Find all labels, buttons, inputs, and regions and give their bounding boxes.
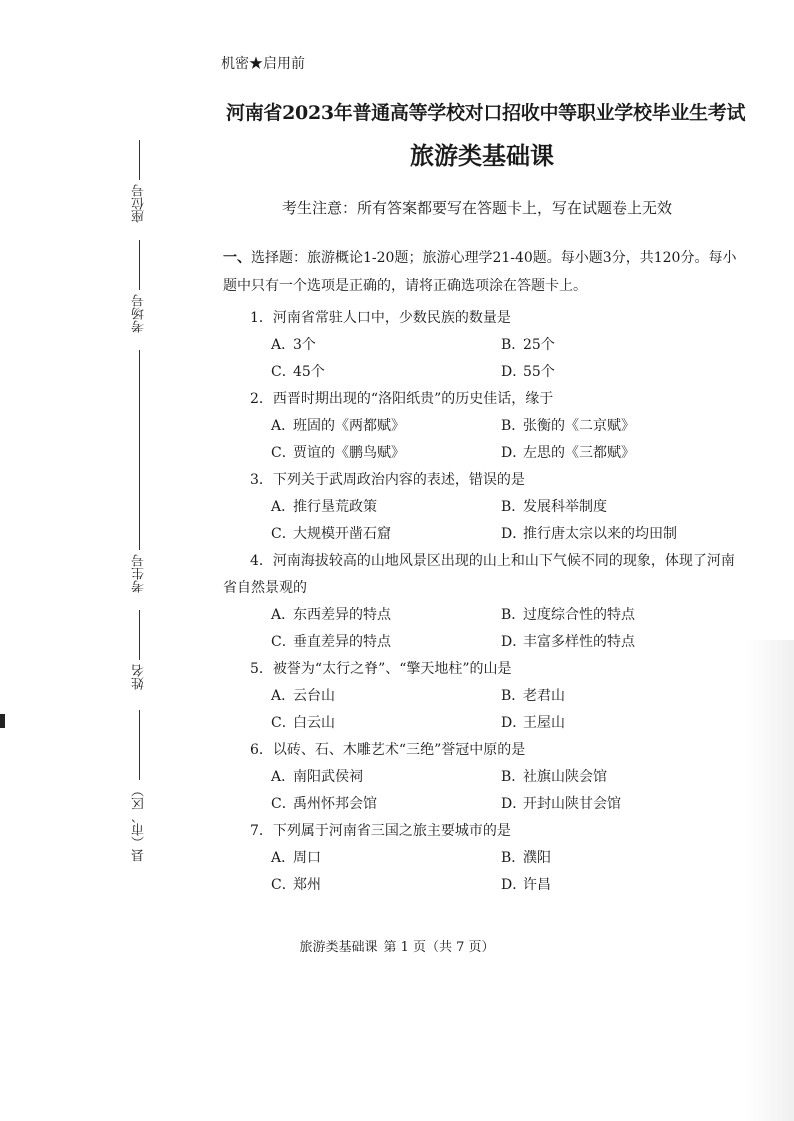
- option-b: B．过度综合性的特点: [501, 607, 635, 623]
- option-a: A．3个: [271, 337, 316, 353]
- option-b: B．发展科举制度: [501, 499, 607, 515]
- option-c: C．贾谊的《鹏鸟赋》: [271, 445, 405, 461]
- section-text: 选择题：旅游概论1-20题；旅游心理学21-40题。每小题3分，共120分。每小题中只有一个选项是正确的，请将正确选项涂在答题卡上。: [223, 250, 737, 294]
- option-d: D．王屋山: [501, 715, 565, 731]
- option-b: B．老君山: [501, 688, 565, 704]
- question-stem: 3．下列关于武周政治内容的表述，错误的是: [250, 472, 525, 488]
- scan-shadow: [746, 640, 794, 1121]
- question-6: [223, 737, 743, 818]
- question-options: [223, 332, 743, 386]
- option-a: A．周口: [271, 850, 321, 866]
- question-stem: 4．河南海拔较高的山地风景区出现的山上和山下气候不同的现象，体现了河南省自然景观的: [223, 553, 735, 596]
- option-c: C．垂直差异的特点: [271, 634, 391, 650]
- binding-margin: [120, 140, 160, 880]
- section-instructions: [223, 244, 743, 300]
- option-d: D．推行唐太宗以来的均田制: [501, 526, 677, 542]
- exam-title: 河南省2023年普通高等学校对口招收中等职业学校毕业生考试: [226, 102, 746, 124]
- scan-edge-mark: [0, 714, 5, 728]
- binding-label-name: 姓名: [132, 664, 147, 690]
- footer-page-number: 第 1 页（共 7 页）: [383, 940, 495, 955]
- question-2: [223, 386, 743, 467]
- question-stem: 5．被誉为“太行之脊”、“擎天地柱”的山是: [250, 661, 512, 677]
- option-d: D．许昌: [501, 877, 551, 893]
- option-b: B．社旗山陕会馆: [501, 769, 607, 785]
- option-a: A．班固的《两都赋》: [271, 418, 405, 434]
- binding-label-county: 县（市、区）: [132, 784, 147, 862]
- option-d: D．左思的《三都赋》: [501, 445, 635, 461]
- option-d: D．丰富多样性的特点: [501, 634, 635, 650]
- binding-label-seat: 座位号: [132, 184, 147, 223]
- page-footer: [0, 936, 794, 955]
- option-b: B．张衡的《二京赋》: [501, 418, 635, 434]
- option-a: A．云台山: [271, 688, 335, 704]
- binding-line-room: [139, 240, 140, 290]
- footer-subject: 旅游类基础课: [299, 940, 378, 955]
- option-a: A．东西差异的特点: [271, 607, 391, 623]
- binding-line-name: [139, 610, 140, 660]
- option-d: D．开封山陕甘会馆: [501, 796, 621, 812]
- question-options: [223, 494, 743, 548]
- question-list: [223, 305, 743, 899]
- question-3: [223, 467, 743, 548]
- question-options: [223, 845, 743, 899]
- binding-label-room: 考场号: [132, 294, 147, 333]
- option-d: D．55个: [501, 364, 555, 380]
- question-5: [223, 656, 743, 737]
- option-a: A．南阳武侯祠: [271, 769, 363, 785]
- question-stem: 7．下列属于河南省三国之旅主要城市的是: [250, 823, 511, 839]
- question-7: [223, 818, 743, 899]
- binding-line-county: [139, 710, 140, 780]
- question-options: [223, 764, 743, 818]
- subject-title: 旅游类基础课: [410, 141, 554, 170]
- option-c: C．大规模开凿石窟: [271, 526, 391, 542]
- question-stem: 1．河南省常驻人口中，少数民族的数量是: [250, 310, 511, 326]
- option-c: C．禹州怀邦会馆: [271, 796, 377, 812]
- option-b: B．25个: [501, 337, 555, 353]
- binding-line-examinee: [139, 350, 140, 550]
- option-c: C．郑州: [271, 877, 321, 893]
- binding-label-examinee: 考生号: [132, 554, 147, 593]
- question-stem: 2．西晋时期出现的“洛阳纸贵”的历史佳话，缘于: [250, 391, 554, 407]
- option-a: A．推行垦荒政策: [271, 499, 377, 515]
- option-c: C．白云山: [271, 715, 335, 731]
- option-c: C．45个: [271, 364, 325, 380]
- option-b: B．濮阳: [501, 850, 551, 866]
- examinee-notice: 考生注意：所有答案都要写在答题卡上，写在试题卷上无效: [282, 199, 673, 217]
- question-4: [223, 548, 743, 656]
- question-options: [223, 413, 743, 467]
- question-options: [223, 602, 743, 656]
- question-1: [223, 305, 743, 386]
- question-stem: 6．以砖、石、木雕艺术“三绝”誉冠中原的是: [250, 742, 526, 758]
- section-number: 一、: [223, 250, 251, 266]
- confidential-mark: 机密★启用前: [221, 56, 305, 72]
- question-options: [223, 683, 743, 737]
